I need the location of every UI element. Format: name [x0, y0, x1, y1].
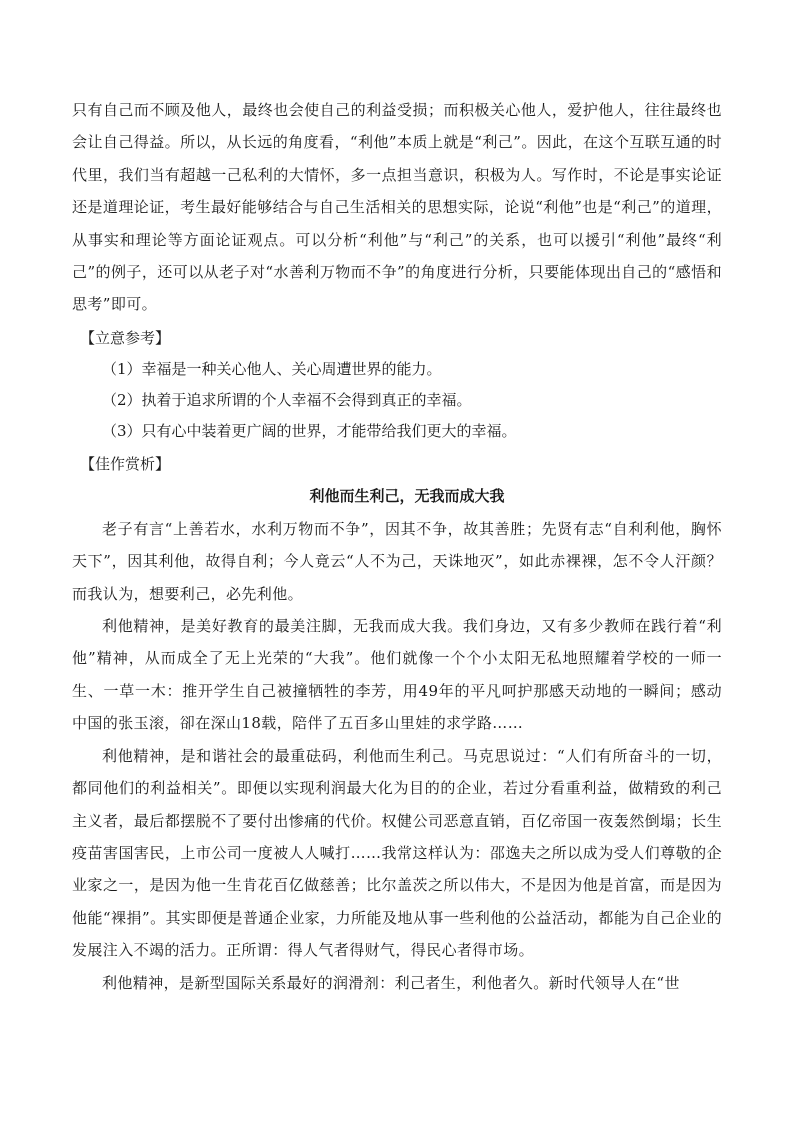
essay-paragraph-4: 利他精神，是新型国际关系最好的润滑剂：利己者生，利他者久。新时代领导人在“世: [102, 973, 680, 992]
essay-paragraph-3: 利他精神，是和谐社会的最重砝码，利他而生利己。马克思说过：“人们有所奋斗的一切，都同他们的利益相关”。即便以实现利润最大化为目的的企业，若过分看重利益，做精致的利己主义者，最后都摆脱不了要付出惨痛的代价。权健公司恶意直销，百亿帝国一夜轰然倒塌；长生疫苗害国害民，上市公司一度被人人喊打……我常这样认为：邵逸夫之所以成为受人们尊敬的企业家之一，是因为他一生肯花百亿做慈善；比尔盖茨之所以伟大，不是因为他是首富，而是因为他能“裸捐”。其实即便是普通企业家，力所能及地从事一些利他的公益活动，都能为自己企业的发展注入不竭的活力。正所谓：得人气者得财气，得民心者得市场。: [72, 746, 722, 960]
essay-paragraph-1: 老子有言“上善若水，水利万物而不争”，因其不争，故其善胜；先贤有志“自利利他，胸怀天下”，因其利他，故得自利；今人竟云“人不为己，天诛地灭”，如此赤裸裸，怎不令人汗颜？而我认为，想要利己，必先利他。: [72, 519, 722, 603]
document-page: [72, 94, 722, 999]
analysis-heading: 【佳作赏析】: [80, 454, 171, 473]
reference-heading: 【立意参考】: [80, 328, 171, 347]
reference-item-1: （1）幸福是一种关心他人、关心周遭世界的能力。: [102, 359, 442, 378]
intro-paragraph: 只有自己而不顾及他人，最终也会使自己的利益受损；而积极关心他人，爱护他人，往往最终也会让自己得益。所以，从长远的角度看，“利他”本质上就是“利己”。因此，在这个互联互通的时代里，我们当有超越一己私利的大情怀，多一点担当意识，积极为人。写作时，不论是事实论证还是道理论证，考生最好能够结合与自己生活相关的思想实际，论说“利他”也是“利己”的道理，从事实和理论等方面论证观点。可以分析“利他”与“利己”的关系，也可以援引“利他”最终“利己”的例子，还可以从老子对“水善利万物而不争”的角度进行分析，只要能体现出自己的“感悟和思考”即可。: [72, 101, 722, 314]
essay-title: 利他而生利己，无我而成大我: [309, 486, 505, 505]
essay-paragraph-2: 利他精神，是美好教育的最美注脚，无我而成大我。我们身边，又有多少教师在践行着“利他”精神，从而成全了无上光荣的“大我”。他们就像一个个小太阳无私地照耀着学校的一师一生、一草一木：推开学生自己被撞牺牲的李芳，用49年的平凡呵护那感天动地的一瞬间；感动中国的张玉滚，卻在深山18载，陪伴了五百多山里娃的求学路……: [72, 617, 722, 733]
reference-item-3: （3）只有心中装着更广阔的世界，才能带给我们更大的幸福。: [102, 421, 517, 440]
reference-item-2: （2）执着于追求所谓的个人幸福不会得到真正的幸福。: [102, 390, 472, 409]
